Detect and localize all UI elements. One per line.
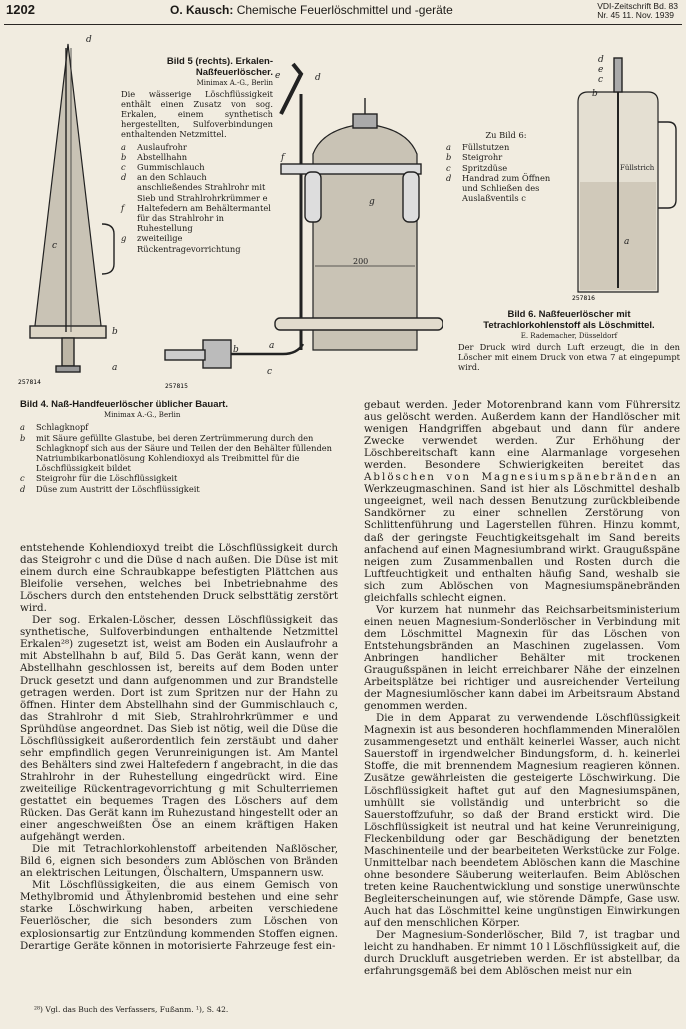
fig5-label-a: a bbox=[269, 341, 275, 351]
fig5-strahlrohr-kruemmer bbox=[281, 64, 301, 114]
fig6-label-c: c bbox=[598, 75, 604, 85]
fig5-carrier-left bbox=[305, 172, 321, 222]
fig5-label-g: g bbox=[369, 197, 375, 207]
fig6-legend bbox=[446, 142, 566, 203]
fig4-legend-item: b mit Säure gefüllte Glastube, bei deren Zertrümmerung durch den Schlagknopf sich aus der Säure und Teilen der den Behälter füllenden Natriumbikarbonatlösung Kohlendioxyd als Treibmittel für die Löschflüssigkeit bildet bbox=[20, 432, 333, 474]
journal-info bbox=[597, 2, 678, 20]
fig6-source: E. Rademacher, Düsseldorf bbox=[520, 332, 618, 341]
fig5-carrier-lower bbox=[275, 318, 443, 330]
fig5-drawing bbox=[163, 54, 443, 396]
journal-volume: VDI-Zeitschrift Bd. 83 bbox=[597, 1, 678, 11]
fig5-legend-item: c Gummischlauch bbox=[121, 162, 205, 173]
fig6-handle bbox=[658, 122, 676, 208]
fig4-title: Bild 4. Naß-Handfeuerlöscher üblicher Bauart. bbox=[20, 399, 228, 410]
paragraph: Mit Löschflüssigkeiten, die aus einem Gemisch von Methylbromid und Äthylenbromid bestehen und eine sehr starke Löschwirkung haben, arbeiten verschiedene Feuerlöscher, die sich besonders zum Löschen von explosionsartig zur Entzündung kommenden Stoffen eignen. Derartige Geräte können in motorisierte Fahrzeuge fest ein- bbox=[20, 879, 338, 952]
fig4-base-ring bbox=[30, 326, 106, 338]
header-rule bbox=[4, 24, 682, 25]
running-title-text: Chemische Feuerlöschmittel und -geräte bbox=[236, 3, 453, 17]
footnote: ²⁸) Vgl. das Buch des Verfassers, Fußanm. ¹), S. 42. bbox=[34, 1005, 229, 1014]
fig4-legend-item: a Schlagknopf bbox=[20, 422, 89, 433]
fig4-legend-item: d Düse zum Austritt der Löschflüssigkeit bbox=[20, 483, 200, 494]
fig6-label-e: e bbox=[598, 65, 604, 75]
fig5-stamp: 257815 bbox=[165, 383, 188, 390]
fig6-description: Der Druck wird durch Luft erzeugt, die in den Löscher mit einem Druck von etwa 7 at eingepumpt wird. bbox=[458, 341, 680, 373]
fig5-description: Die wässerige Löschflüssigkeit enthält einen Zusatz von sog. Erkalen, einem synthetisch hergestellten, Sulfoverbindungen enthaltenden Netzmittel. bbox=[121, 88, 273, 140]
fig6-legend-item: a Füllstutzen bbox=[446, 142, 510, 153]
fig4-handle bbox=[102, 224, 114, 274]
paragraph: Der sog. Erkalen-Löscher, dessen Löschflüssigkeit das synthetische, Sulfoverbindungen enthaltende Netzmittel Erkalen²⁸) zugesetzt ist, weist am Boden ein Auslaufrohr a mit Abstellhahn b auf, Bild 5. Das Gerät kann, wenn der Abstellhahn geschlossen ist, bereits auf dem Boden unter Druck gesetzt und dann aufgenommen und zur Brandstelle getragen werden. Dort ist zum Spritzen nur der Hahn zu öffnen. Hinter dem Abstellhahn sind der Gummischlauch c, das Strahlrohr d mit Sieb, Strahlrohrkrümmer e und Sprühdüse angeordnet. Das Sieb ist nötig, weil die Düse die Löschflüssigkeit außerordentlich fein zerstäubt und daher sehr empfindlich gegen Verunreinigungen ist. Am Mantel des Behälters sind zwei Haltefedern f angebracht, in die das Strahlrohr in der Ruhestellung eingedrückt wird. Eine zweiteilige Rückentragevorrichtung g mit Schulterriemen gestattet ein bequemes Tragen des Löschers auf dem Rücken. Das Gerät kann im Ruhezustand hingestellt oder an einer angeschweißten Öse an einem kräftigen Haken aufgehängt werden. bbox=[20, 614, 338, 844]
fig5-label-e: e bbox=[275, 71, 281, 81]
fig4-caption bbox=[20, 399, 338, 494]
fig5-carrier-right bbox=[403, 172, 419, 222]
fig5-source: Minimax A.-G., Berlin bbox=[196, 79, 273, 88]
fig6-legend-block bbox=[446, 130, 566, 203]
right-column bbox=[364, 399, 680, 977]
fig4-striker bbox=[62, 338, 74, 366]
fig4-legend bbox=[20, 422, 338, 493]
fig5-abstellhahn bbox=[203, 340, 231, 368]
fig5-legend-item: b Abstellhahn bbox=[121, 151, 188, 162]
fig4-legend-item: c Steigrohr für die Löschflüssigkeit bbox=[20, 473, 178, 484]
fig5-legend-item: d an den Schlauch anschließendes Strahlrohr mit Sieb und Strahlrohrkrümmer e bbox=[121, 172, 268, 203]
fig4-cone-body bbox=[34, 44, 102, 334]
fig4-label-d: d bbox=[86, 35, 92, 45]
left-column bbox=[20, 542, 338, 952]
fig5-label-d: d bbox=[315, 73, 321, 83]
paragraph: Die in dem Apparat zu verwendende Löschflüssigkeit Magnexin ist aus besonderen hochflammenden Mineralölen zusammengesetzt und enthält keinerlei Wasser, auch nicht Sauerstoff in irgendwelcher Bindungsform, d. h. keinerlei Stoffe, die mit brennendem Magnesium reagieren können. Zusätze gewährleisten die gesteigerte Löschwirkung. Die Löschflüssigkeit haftet gut auf den Magnesiumspänen, umhüllt sie vollständig und unterbricht so die Sauerstoffzufuhr, so daß der Brand erstickt wird. Die Löschflüssigkeit ist neutral und hat keine Verunreinigung, Fleckenbildung oder gar Beschädigung der benetzten Maschinenteile und der bearbeiteten Werkstücke zur Folge. Unmittelbar nach beendetem Ablöschen kann die Maschine ohne besondere Säuberung weiterlaufen. Beim Ablöschen treten keine Rauchentwicklung und sonstige unerwünschte Begleiterscheinungen auf, wie störende Dämpfe, Gase usw. Auch hat das Löschmittel keine ungünstigen Einwirkungen auf den menschlichen Körper. bbox=[364, 712, 680, 930]
fig4-label-b: b bbox=[112, 327, 118, 337]
paragraph: Der Magnesium-Sonderlöscher, Bild 7, ist tragbar und leicht zu handhaben. Er nimmt 10 l Löschflüssigkeit auf, die durch Druckluft ausgetrieben werden. Er ist abstellbar, da erfahrungsgemäß bei dem Ablöschen meist nur ein bbox=[364, 929, 680, 978]
fig5-label-b: b bbox=[233, 345, 239, 355]
fig6-legend-title: Zu Bild 6: bbox=[485, 130, 527, 140]
fig5-legend-item: g zweiteilige Rückentragevorrichtung bbox=[121, 233, 241, 254]
fig6-caption bbox=[458, 309, 680, 372]
fig4-drawing bbox=[16, 34, 128, 390]
fig5-tank bbox=[313, 124, 417, 350]
fig4-knob bbox=[56, 366, 80, 372]
fig6-stamp: 257816 bbox=[572, 295, 595, 302]
fig6-drawing bbox=[568, 52, 678, 302]
fig6-legend-item: d Handrad zum Öffnen und Schließen des Auslaßventils c bbox=[446, 172, 551, 204]
fig6-label-a: a bbox=[624, 237, 630, 247]
fig6-title: Bild 6. Naßfeuerlöscher mit Tetrachlorkohlenstoff als Löschmittel. bbox=[483, 309, 655, 332]
paragraph: entstehende Kohlendioxyd treibt die Löschflüssigkeit durch das Steigrohr c und die Düse d nach außen. Die Düse ist mit einem durch eine Schraubkappe befestigten Plättchen aus Bleifolie versehen, welches bei Inbetriebnahme des Löschers durch den entstehenden Druck selbsttätig zerstört wird. bbox=[20, 542, 338, 615]
journal-issue-date: Nr. 45 11. Nov. 1939 bbox=[597, 10, 674, 20]
running-title bbox=[170, 3, 453, 17]
fig4-label-c: c bbox=[52, 241, 58, 251]
page-number: 1202 bbox=[6, 2, 35, 17]
fig6-label-d: d bbox=[598, 55, 604, 65]
paragraph: Vor kurzem hat nunmehr das Reichsarbeitsministerium einen neuen Magnesium-Sonderlöscher in Verbindung mit dem Löschmittel Magnexin für das Löschen von Entstehungsbränden an Maschinen zugelassen. Vom Anbringen handlicher Behälter mit trockenen Graugußspänen in leicht erreichbarer Nähe der einzelnen Arbeitsplätze bei richtiger und ausreichender Verteilung der Magnesiumlöscher kann dabei im Arbeitsraum Abstand genommen werden. bbox=[364, 603, 680, 713]
fig5-auslaufrohr bbox=[165, 350, 205, 360]
fig5-legend-item: a Auslaufrohr bbox=[121, 141, 187, 152]
fig5-dimension: 200 bbox=[353, 257, 369, 266]
fig6-legend-item: c Spritzdüse bbox=[446, 162, 508, 173]
fig5-title: Bild 5 (rechts). Erkalen-Naßfeuerlöscher. bbox=[166, 56, 273, 79]
fig5-carrier-upper bbox=[281, 164, 421, 174]
paragraph: Die mit Tetrachlorkohlenstoff arbeitenden Naßlöscher, Bild 6, eignen sich besonders zum Ablöschen von Bränden an elektrischen Leitungen, Ölschaltern, Umspannern usw. bbox=[20, 843, 338, 880]
fig6-legend-item: b Steigrohr bbox=[446, 152, 503, 163]
fig5-valve-head bbox=[353, 114, 377, 128]
fig4-source: Minimax A.-G., Berlin bbox=[104, 411, 181, 420]
running-title-author: O. Kausch: bbox=[170, 3, 234, 17]
fig5-label-c: c bbox=[267, 367, 273, 377]
fig4-label-a: a bbox=[112, 363, 118, 373]
fig5-legend-item: f Haltefedern am Behältermantel für das Strahlrohr in Ruhestellung bbox=[121, 202, 271, 234]
fig6-nozzle bbox=[614, 58, 622, 92]
fig5-label-f: f bbox=[281, 153, 285, 163]
emphasis-spaced: Ablöschen von Magnesiumspänebränden bbox=[364, 471, 659, 484]
fig4-stamp: 257814 bbox=[18, 379, 41, 386]
fig6-fill-mark: Füllstrich bbox=[620, 164, 655, 172]
fig6-label-b: b bbox=[592, 89, 598, 99]
paragraph: gebaut werden. Jeder Motorenbrand kann vom Führersitz aus gelöscht werden. Außerdem kann der Handlöscher mit wenigen Handgriffen abgebaut und dann für andere Zwecke verwendet werden. Zur Erhöhung der Löschbereitschaft kann eine Alarmanlage vorgesehen werden. Besondere Schwierigkeiten bereitet das Ablöschen von Magnesiumspänebränden an Werkzeugmaschinen. Sand ist hier als Löschmittel deshalb ungeeignet, weil nach dessen Benutzung zurückbleibende Sandkörner zu einer schnellen Zerstörung von Schlittenführung und Lagerstellen führen. Hinzu kommt, daß der geringste Feuchtigkeitsgehalt im Sand bereits anfachend auf einen Magnesiumbrand wirkt. Graugußspäne neigen zum Zusammenballen und Rosten durch die Luftfeuchtigkeit und enthalten häufig Sand, weshalb sie sich zum Ablöschen von Magnesiumspänebränden gleichfalls schlecht eignen. bbox=[364, 399, 680, 604]
